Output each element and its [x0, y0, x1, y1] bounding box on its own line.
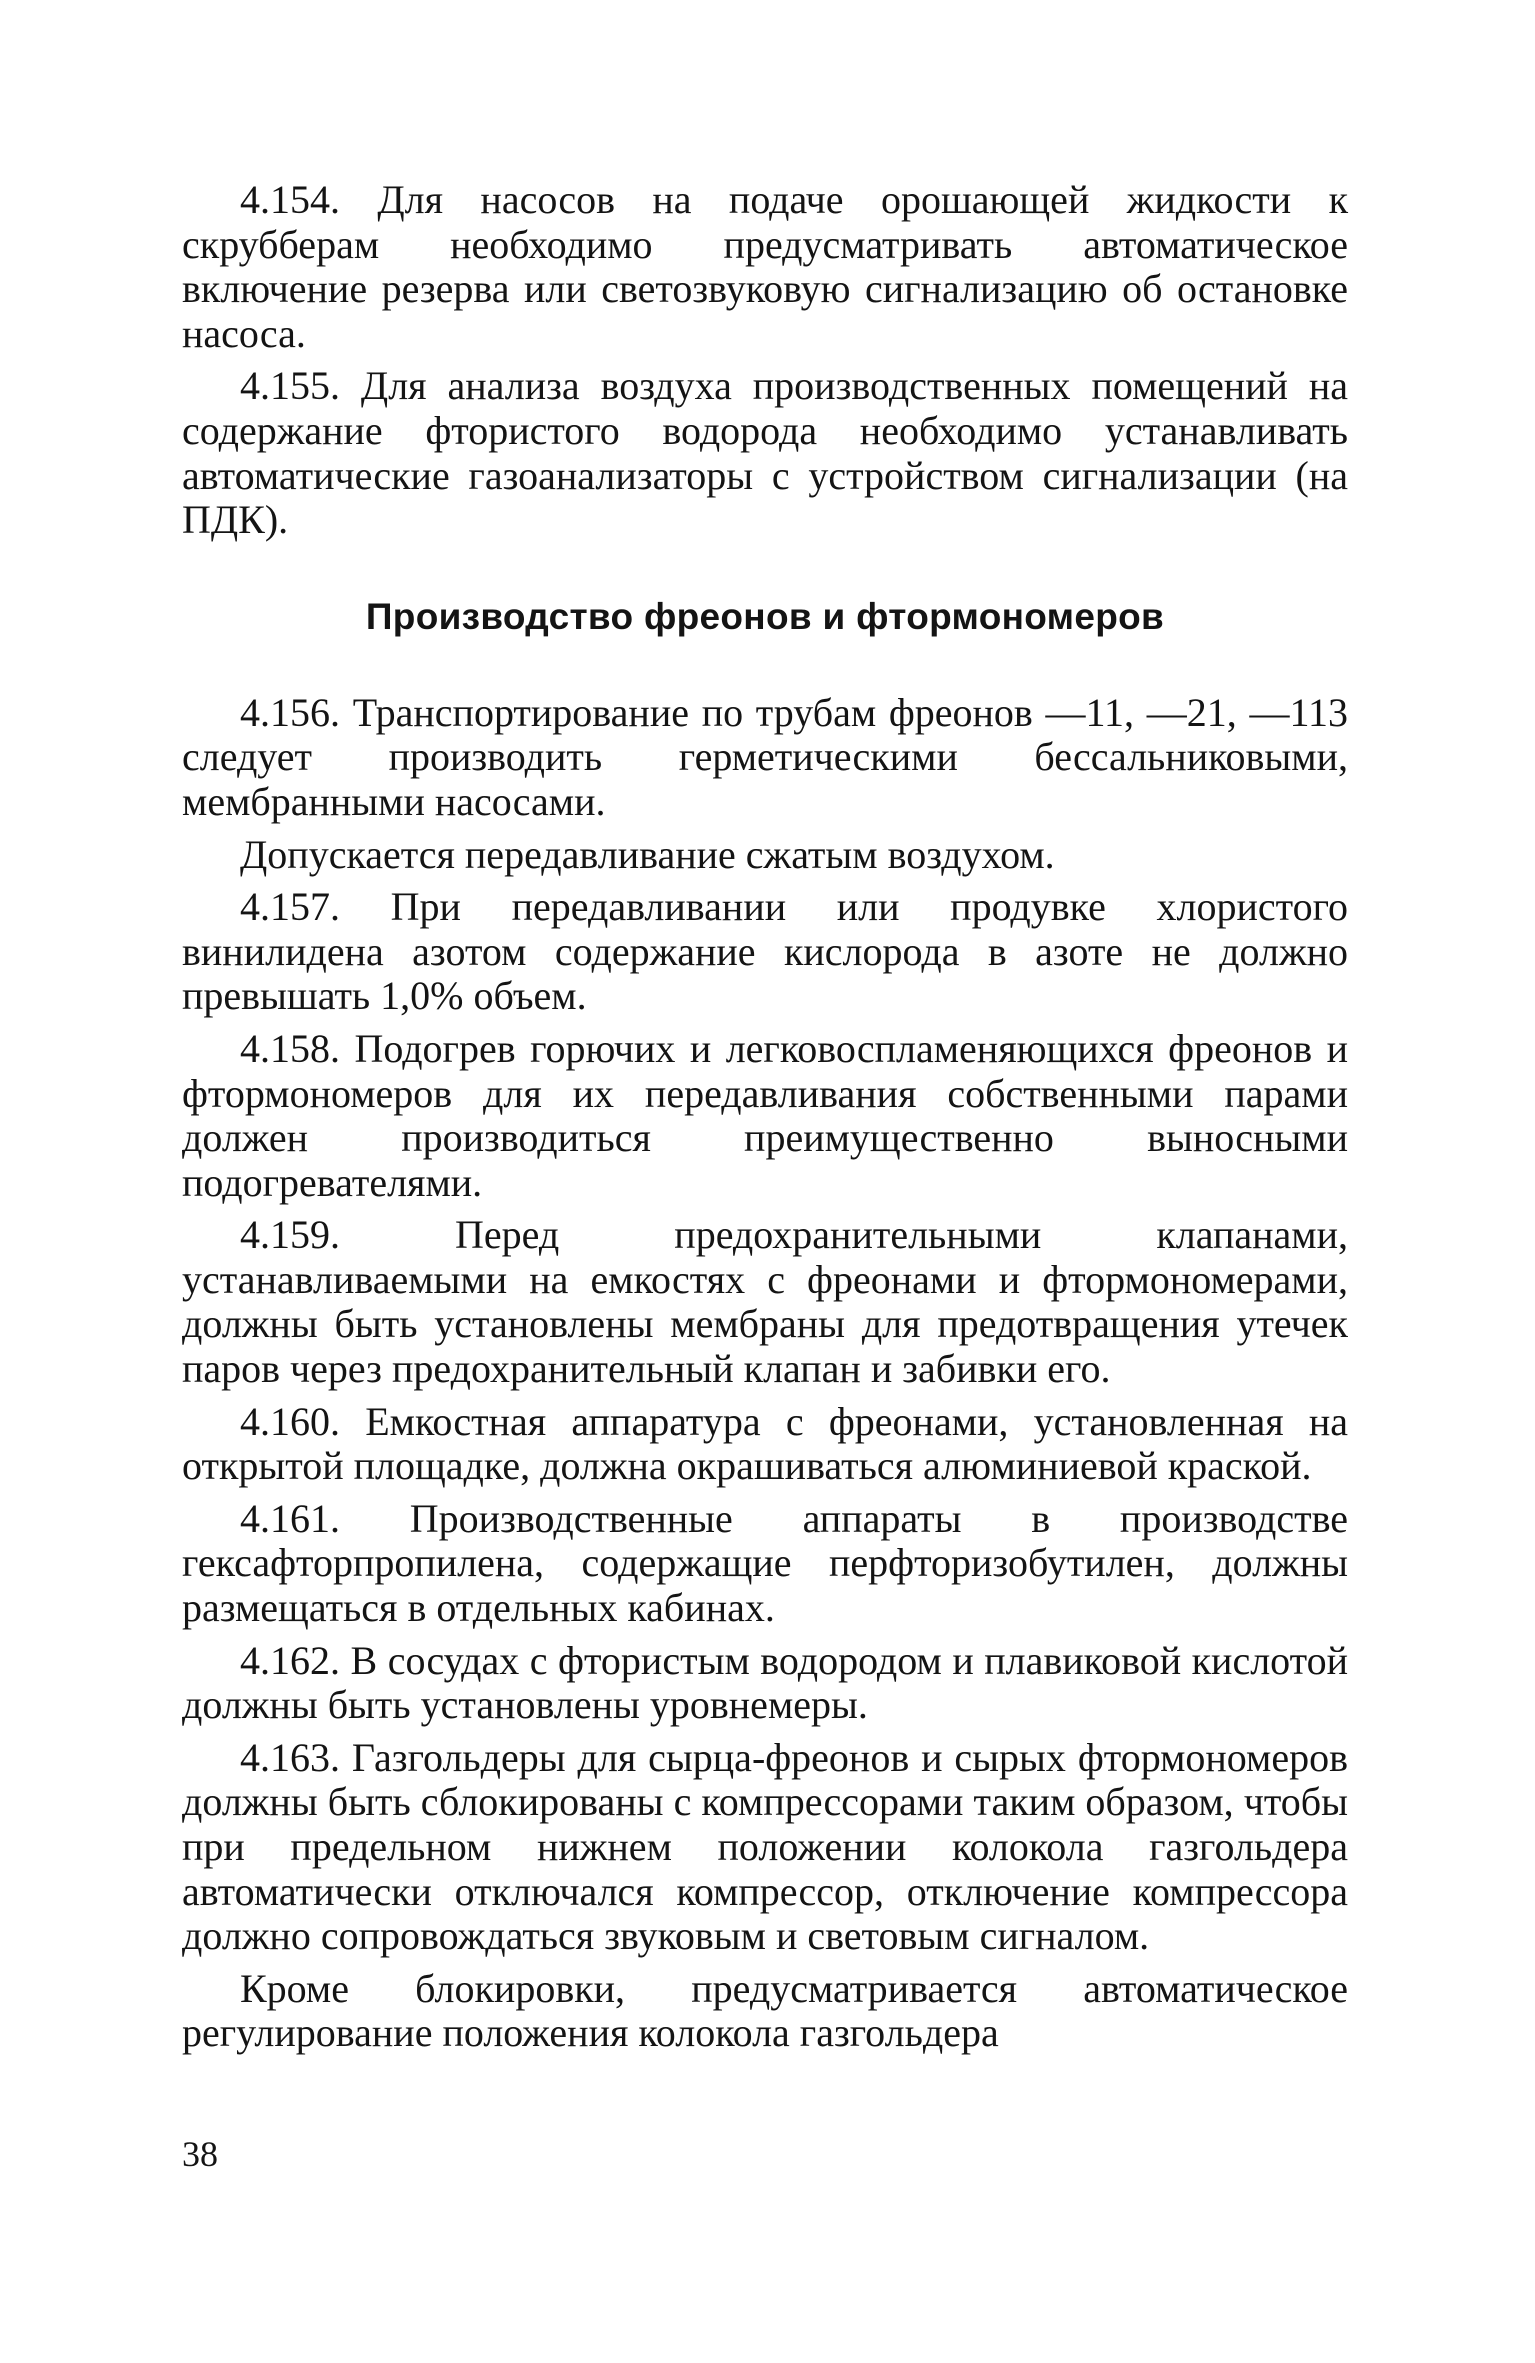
paragraph-4-162: 4.162. В сосудах с фтористым водородом и плавиковой кислотой должны быть установлены уровнемеры.	[182, 1637, 1348, 1728]
paragraph-4-159: 4.159. Перед предохранительными клапанами, устанавливаемыми на емкостях с фреонами и фтормономерами, должны быть установлены мембраны для предотвращения утечек паров через предохранительный клапан и забивки его.	[182, 1212, 1348, 1392]
paragraph-4-155: 4.155. Для анализа воздуха производственных помещений на содержание фтористого водорода необходимо устанавливать автоматические газоанализаторы с устройством сигнализации (на ПДК).	[182, 363, 1348, 543]
section-heading: Производство фреонов и фтормономеров	[365, 595, 1165, 637]
paragraph-permission: Допускается передавливание сжатым воздухом.	[240, 831, 1055, 877]
paragraph-blocking: Кроме блокировки, предусматривается автоматическое регулирование положения колокола газгольдера	[182, 1965, 1348, 2056]
page-number: 38	[182, 2134, 218, 2174]
paragraph-4-158: 4.158. Подогрев горючих и легковоспламеняющихся фреонов и фтормономеров для их передавливания собственными парами должен производиться преимущественно выносными подогревателями.	[182, 1025, 1348, 1205]
paragraph-4-154: 4.154. Для насосов на подаче орошающей жидкости к скрубберам необходимо предусматривать автоматическое включение резерва или светозвуковую сигнализацию об остановке насоса.	[182, 177, 1348, 356]
paragraph-4-163: 4.163. Газгольдеры для сырца-фреонов и сырых фтормономеров должны быть сблокированы с компрессорами таким образом, чтобы при предельном нижнем положении колокола газгольдера автоматически отключался компрессор, отключение компрессора должно сопровождаться звуковым и световым сигналом.	[182, 1734, 1348, 1959]
paragraph-4-156: 4.156. Транспортирование по трубам фреонов —11, —21, —113 следует производить герметическими бессальниковыми, мембранными насосами.	[182, 689, 1348, 824]
paragraph-4-160: 4.160. Емкостная аппаратура с фреонами, установленная на открытой площадке, должна окрашиваться алюминиевой краской.	[182, 1398, 1348, 1489]
paragraph-4-157: 4.157. При передавливании или продувке хлористого винилидена азотом содержание кислорода в азоте не должно превышать 1,0% объем.	[182, 884, 1348, 1019]
document-page	[182, 178, 1348, 2056]
paragraph-4-161: 4.161. Производственные аппараты в производстве гексафторпропилена, содержащие перфторизобутилен, должны размещаться в отдельных кабинах.	[182, 1495, 1348, 1631]
